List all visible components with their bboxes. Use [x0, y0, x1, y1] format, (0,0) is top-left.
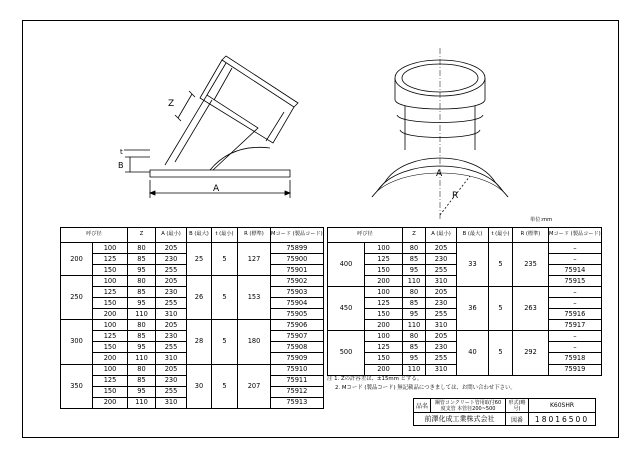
a-value: 255	[426, 265, 457, 276]
a-value: 230	[426, 254, 457, 265]
a-value: 205	[426, 287, 457, 298]
t-value: 5	[489, 331, 513, 375]
branch-size: 125	[93, 254, 128, 265]
branch-size: 100	[93, 320, 128, 331]
t-value: 5	[212, 276, 238, 320]
z-value: 85	[403, 254, 426, 265]
branch-size: 200	[93, 309, 128, 320]
nominal-size: 250	[61, 276, 93, 320]
inner-line	[175, 100, 212, 162]
unit-note: 単位:mm	[530, 217, 553, 223]
nominal-size: 350	[61, 364, 93, 408]
branch-size: 150	[365, 265, 403, 276]
m-code: 75900	[271, 254, 324, 265]
b-value: 36	[457, 287, 489, 331]
branch-size: 125	[93, 331, 128, 342]
nominal-size: 400	[328, 243, 365, 287]
z-value: 80	[128, 364, 156, 375]
label-a: A	[213, 184, 220, 194]
branch-size: 100	[365, 287, 403, 298]
a-value: 310	[156, 309, 187, 320]
header-size: 呼び径	[328, 228, 403, 243]
label-t: t	[120, 148, 123, 156]
a-value: 255	[156, 386, 187, 397]
z-value: 80	[403, 243, 426, 254]
branch-size: 125	[93, 287, 128, 298]
drawing-value: 18016500	[529, 413, 596, 426]
a-value: 230	[156, 287, 187, 298]
branch-size: 200	[93, 397, 128, 408]
m-code: 75912	[271, 386, 324, 397]
m-code: 75915	[549, 276, 602, 287]
z-value: 85	[128, 287, 156, 298]
z-value: 80	[403, 331, 426, 342]
z-value: 95	[128, 342, 156, 353]
z-value: 80	[128, 320, 156, 331]
m-code: 75907	[271, 331, 324, 342]
nominal-size: 500	[328, 331, 365, 375]
b-value: 26	[187, 276, 212, 320]
note-1: 注 1. Zの許容差は、±15mm とする。	[327, 376, 423, 382]
spec-table-left: 呼び径 Z A (最小) B (最大) t (最小) R (標準) Mコード (製品コード) 200 100 80 205 25 5 127 75899 125 85 230 75900 150 95 255 75901 250 100 80 205 26 5 153 75902 125 85 230 75903 150 95 255 75904 200 110 310 75905 300 100 80 205 28 5 180 75906 125 85 230 75907 150 95 255 75908 200 110 310 75909 350 100 80 205 30 5 207 75910 125 85 230 75911 150 95 255 75912 200 110 310 75913	[60, 227, 324, 409]
notes	[327, 375, 516, 393]
m-code: 75906	[271, 320, 324, 331]
b-value: 25	[187, 243, 212, 276]
branch-size: 150	[365, 309, 403, 320]
m-code: 75902	[271, 276, 324, 287]
type-value: K60SHR	[529, 399, 596, 413]
z-value: 95	[128, 386, 156, 397]
z-value: 110	[128, 397, 156, 408]
z-value: 95	[128, 298, 156, 309]
b-value: 28	[187, 320, 212, 364]
a-value: 205	[426, 331, 457, 342]
branch-size: 125	[93, 375, 128, 386]
a-value: 310	[426, 276, 457, 287]
a-value: 310	[156, 353, 187, 364]
m-code: –	[549, 287, 602, 298]
type-label: 形式(略号)	[506, 399, 529, 413]
t-value: 5	[212, 364, 238, 408]
a-value: 205	[156, 276, 187, 287]
z-value: 95	[403, 353, 426, 364]
name-label: 品名	[414, 399, 431, 413]
z-value: 95	[403, 265, 426, 276]
z-value: 85	[128, 254, 156, 265]
m-code: 75899	[271, 243, 324, 254]
note-2: 2. Mコード (製品コード) 無記載品につきましては、お問い合わせ下さい。	[335, 385, 516, 391]
table-row	[61, 243, 324, 254]
branch-size: 150	[93, 386, 128, 397]
branch-size: 100	[365, 243, 403, 254]
z-value: 110	[403, 364, 426, 375]
m-code: 75904	[271, 298, 324, 309]
a-value: 205	[426, 243, 457, 254]
branch-size: 100	[93, 243, 128, 254]
drawing-label: 図番	[506, 413, 529, 426]
z-value: 80	[128, 276, 156, 287]
branch-size: 150	[93, 298, 128, 309]
label-z: Z	[168, 99, 175, 109]
table-row	[328, 287, 602, 298]
socket-outer	[200, 60, 294, 143]
label-a-front: A	[436, 169, 443, 179]
branch-size: 150	[93, 342, 128, 353]
m-code: 75901	[271, 265, 324, 276]
header-size: 呼び径	[61, 228, 128, 243]
socket-rim	[222, 56, 298, 107]
t-value: 5	[212, 320, 238, 364]
a-value: 230	[426, 298, 457, 309]
z-value: 110	[128, 353, 156, 364]
a-value: 205	[156, 243, 187, 254]
a-value: 230	[156, 254, 187, 265]
branch-size: 125	[365, 254, 403, 265]
a-value: 205	[156, 364, 187, 375]
r-value: 127	[238, 243, 271, 276]
a-value: 205	[156, 320, 187, 331]
title-block	[413, 398, 596, 426]
a-dimension	[150, 180, 290, 198]
z-value: 110	[403, 276, 426, 287]
t-value: 5	[212, 243, 238, 276]
a-value: 255	[156, 342, 187, 353]
m-code: 75919	[549, 364, 602, 375]
m-code: 75910	[271, 364, 324, 375]
m-code: 75918	[549, 353, 602, 364]
m-code: 75903	[271, 287, 324, 298]
t-value: 5	[489, 243, 513, 287]
company: 前澤化成工業株式会社	[414, 413, 506, 426]
m-code: –	[549, 243, 602, 254]
m-code: 75916	[549, 309, 602, 320]
m-code: –	[549, 298, 602, 309]
r-value: 153	[238, 276, 271, 320]
branch-size: 100	[93, 276, 128, 287]
branch-size: 125	[365, 298, 403, 309]
z-value: 95	[403, 309, 426, 320]
a-value: 255	[426, 309, 457, 320]
branch-size: 150	[365, 353, 403, 364]
z-value: 85	[403, 342, 426, 353]
m-code: 75911	[271, 375, 324, 386]
a-value: 230	[426, 342, 457, 353]
branch-size: 125	[365, 342, 403, 353]
nominal-size: 450	[328, 287, 365, 331]
a-value: 255	[426, 353, 457, 364]
r-value: 207	[238, 364, 271, 408]
m-code: –	[549, 331, 602, 342]
m-code: 75909	[271, 353, 324, 364]
z-dimension	[175, 91, 195, 121]
branch-size: 200	[365, 364, 403, 375]
z-value: 110	[128, 309, 156, 320]
table-row	[328, 331, 602, 342]
m-code: 75917	[549, 320, 602, 331]
b-value: 33	[457, 243, 489, 287]
table-row	[328, 243, 602, 254]
r-value: 292	[513, 331, 549, 375]
z-value: 85	[403, 298, 426, 309]
a-value: 230	[156, 331, 187, 342]
branch-size: 100	[93, 364, 128, 375]
name-value: 鋼管コンクリート管用取付60度支管 本管径200~500	[431, 399, 506, 413]
branch-size: 200	[93, 353, 128, 364]
z-value: 95	[128, 265, 156, 276]
a-value: 230	[156, 375, 187, 386]
a-value: 255	[156, 298, 187, 309]
a-value: 255	[156, 265, 187, 276]
z-value: 85	[128, 375, 156, 386]
a-value: 310	[426, 364, 457, 375]
m-code: 75914	[549, 265, 602, 276]
m-code: –	[549, 342, 602, 353]
table-row	[61, 276, 324, 287]
spec-table-right: 呼び径 Z A (最小) B (最大) t (最小) R (標準) Mコード (製品コード) 400 100 80 205 33 5 235 – 125 85 230 – 150 95 255 75914 200 110 310 75915 450 100 80 205 36 5 263 – 125 85 230 – 150 95 255 75916 200 110 310 75917 500 100 80 205 40 5 292 – 125 85 230 – 150 95 255 75918 200 110 310 75919	[327, 227, 602, 376]
table-row	[61, 364, 324, 375]
z-value: 80	[403, 287, 426, 298]
m-code: 75913	[271, 397, 324, 408]
b-value: 40	[457, 331, 489, 375]
branch-size: 200	[365, 276, 403, 287]
table-row	[61, 320, 324, 331]
branch-size: 200	[365, 320, 403, 331]
m-code: –	[549, 254, 602, 265]
t-value: 5	[489, 287, 513, 331]
nominal-size: 200	[61, 243, 93, 276]
b-value: 30	[187, 364, 212, 408]
r-value: 180	[238, 320, 271, 364]
b-dimension	[124, 150, 150, 172]
a-value: 310	[426, 320, 457, 331]
branch-size: 100	[365, 331, 403, 342]
saddle-base	[150, 170, 290, 177]
a-value: 310	[156, 397, 187, 408]
label-r: R	[452, 191, 459, 201]
z-value: 85	[128, 331, 156, 342]
z-value: 110	[403, 320, 426, 331]
saddle-curve	[210, 147, 270, 170]
label-b: B	[118, 161, 124, 170]
pipe-body	[165, 95, 258, 170]
m-code: 75908	[271, 342, 324, 353]
nominal-size: 300	[61, 320, 93, 364]
z-value: 80	[128, 243, 156, 254]
r-value: 235	[513, 243, 549, 287]
m-code: 75905	[271, 309, 324, 320]
r-value: 263	[513, 287, 549, 331]
branch-size: 150	[93, 265, 128, 276]
